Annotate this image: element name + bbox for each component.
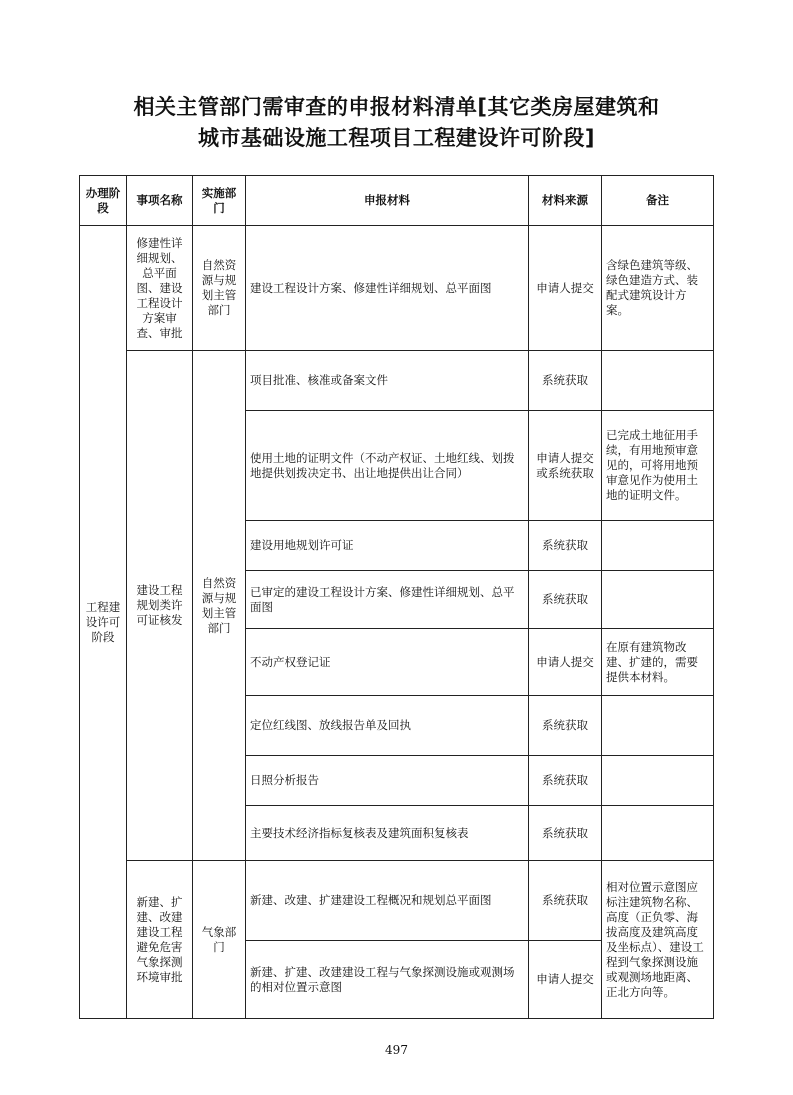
source-cell: 系统获取 xyxy=(529,521,602,571)
note-cell xyxy=(602,806,714,861)
note-cell xyxy=(602,351,714,411)
note-cell: 相对位置示意图应标注建筑物名称、高度（正负零、海拔高度及建筑高度及坐标点）、建设工程到气象探测设施或观测场地距离、正北方向等。 xyxy=(602,861,714,1019)
materials-table xyxy=(79,175,714,1019)
source-cell: 系统获取 xyxy=(529,756,602,806)
note-cell xyxy=(602,696,714,756)
source-cell: 申请人提交 xyxy=(529,629,602,696)
material-cell: 新建、扩建、改建建设工程与气象探测设施或观测场的相对位置示意图 xyxy=(246,941,529,1019)
material-cell: 新建、改建、扩建建设工程概况和规划总平面图 xyxy=(246,861,529,941)
note-cell: 在原有建筑物改建、扩建的，需要提供本材料。 xyxy=(602,629,714,696)
stage-cell: 工程建设许可阶段 xyxy=(80,226,127,1019)
source-cell: 系统获取 xyxy=(529,696,602,756)
note-cell xyxy=(602,521,714,571)
material-cell: 建设用地规划许可证 xyxy=(246,521,529,571)
item-cell: 建设工程规划类许可证核发 xyxy=(127,351,193,861)
note-cell xyxy=(602,756,714,806)
item-cell: 新建、扩建、改建建设工程避免危害气象探测环境审批 xyxy=(127,861,193,1019)
source-cell: 系统获取 xyxy=(529,571,602,629)
dept-cell: 自然资源与规划主管部门 xyxy=(193,351,246,861)
material-cell: 日照分析报告 xyxy=(246,756,529,806)
source-cell: 系统获取 xyxy=(529,351,602,411)
dept-cell: 气象部门 xyxy=(193,861,246,1019)
item-cell: 修建性详细规划、总平面图、建设工程设计方案审查、审批 xyxy=(127,226,193,351)
header-item: 事项名称 xyxy=(127,176,193,226)
document-title xyxy=(0,92,793,154)
source-cell: 系统获取 xyxy=(529,806,602,861)
title-line-1: 相关主管部门需审查的申报材料清单[其它类房屋建筑和 xyxy=(133,95,660,119)
table-row xyxy=(80,861,714,941)
dept-cell: 自然资源与规划主管部门 xyxy=(193,226,246,351)
title-line-2: 城市基础设施工程项目工程建设许可阶段] xyxy=(197,126,596,150)
source-cell: 申请人提交 xyxy=(529,226,602,351)
note-cell: 含绿色建筑等级、绿色建造方式、装配式建筑设计方案。 xyxy=(602,226,714,351)
table-row xyxy=(80,226,714,351)
source-cell: 申请人提交 xyxy=(529,941,602,1019)
header-stage: 办理阶段 xyxy=(80,176,127,226)
header-note: 备注 xyxy=(602,176,714,226)
material-cell: 定位红线图、放线报告单及回执 xyxy=(246,696,529,756)
material-cell: 不动产权登记证 xyxy=(246,629,529,696)
header-material: 申报材料 xyxy=(246,176,529,226)
page-number: 497 xyxy=(385,1043,408,1057)
note-cell xyxy=(602,571,714,629)
material-cell: 主要技术经济指标复核表及建筑面积复核表 xyxy=(246,806,529,861)
header-source: 材料来源 xyxy=(529,176,602,226)
table-row xyxy=(80,351,714,411)
source-cell: 申请人提交或系统获取 xyxy=(529,411,602,521)
source-cell: 系统获取 xyxy=(529,861,602,941)
material-cell: 建设工程设计方案、修建性详细规划、总平面图 xyxy=(246,226,529,351)
material-cell: 使用土地的证明文件（不动产权证、土地红线、划拨地提供划拨决定书、出让地提供出让合同） xyxy=(246,411,529,521)
material-cell: 已审定的建设工程设计方案、修建性详细规划、总平面图 xyxy=(246,571,529,629)
note-cell: 已完成土地征用手续，有用地预审意见的，可将用地预审意见作为使用土地的证明文件。 xyxy=(602,411,714,521)
header-dept: 实施部门 xyxy=(193,176,246,226)
material-cell: 项目批准、核准或备案文件 xyxy=(246,351,529,411)
table-header-row xyxy=(80,176,714,226)
